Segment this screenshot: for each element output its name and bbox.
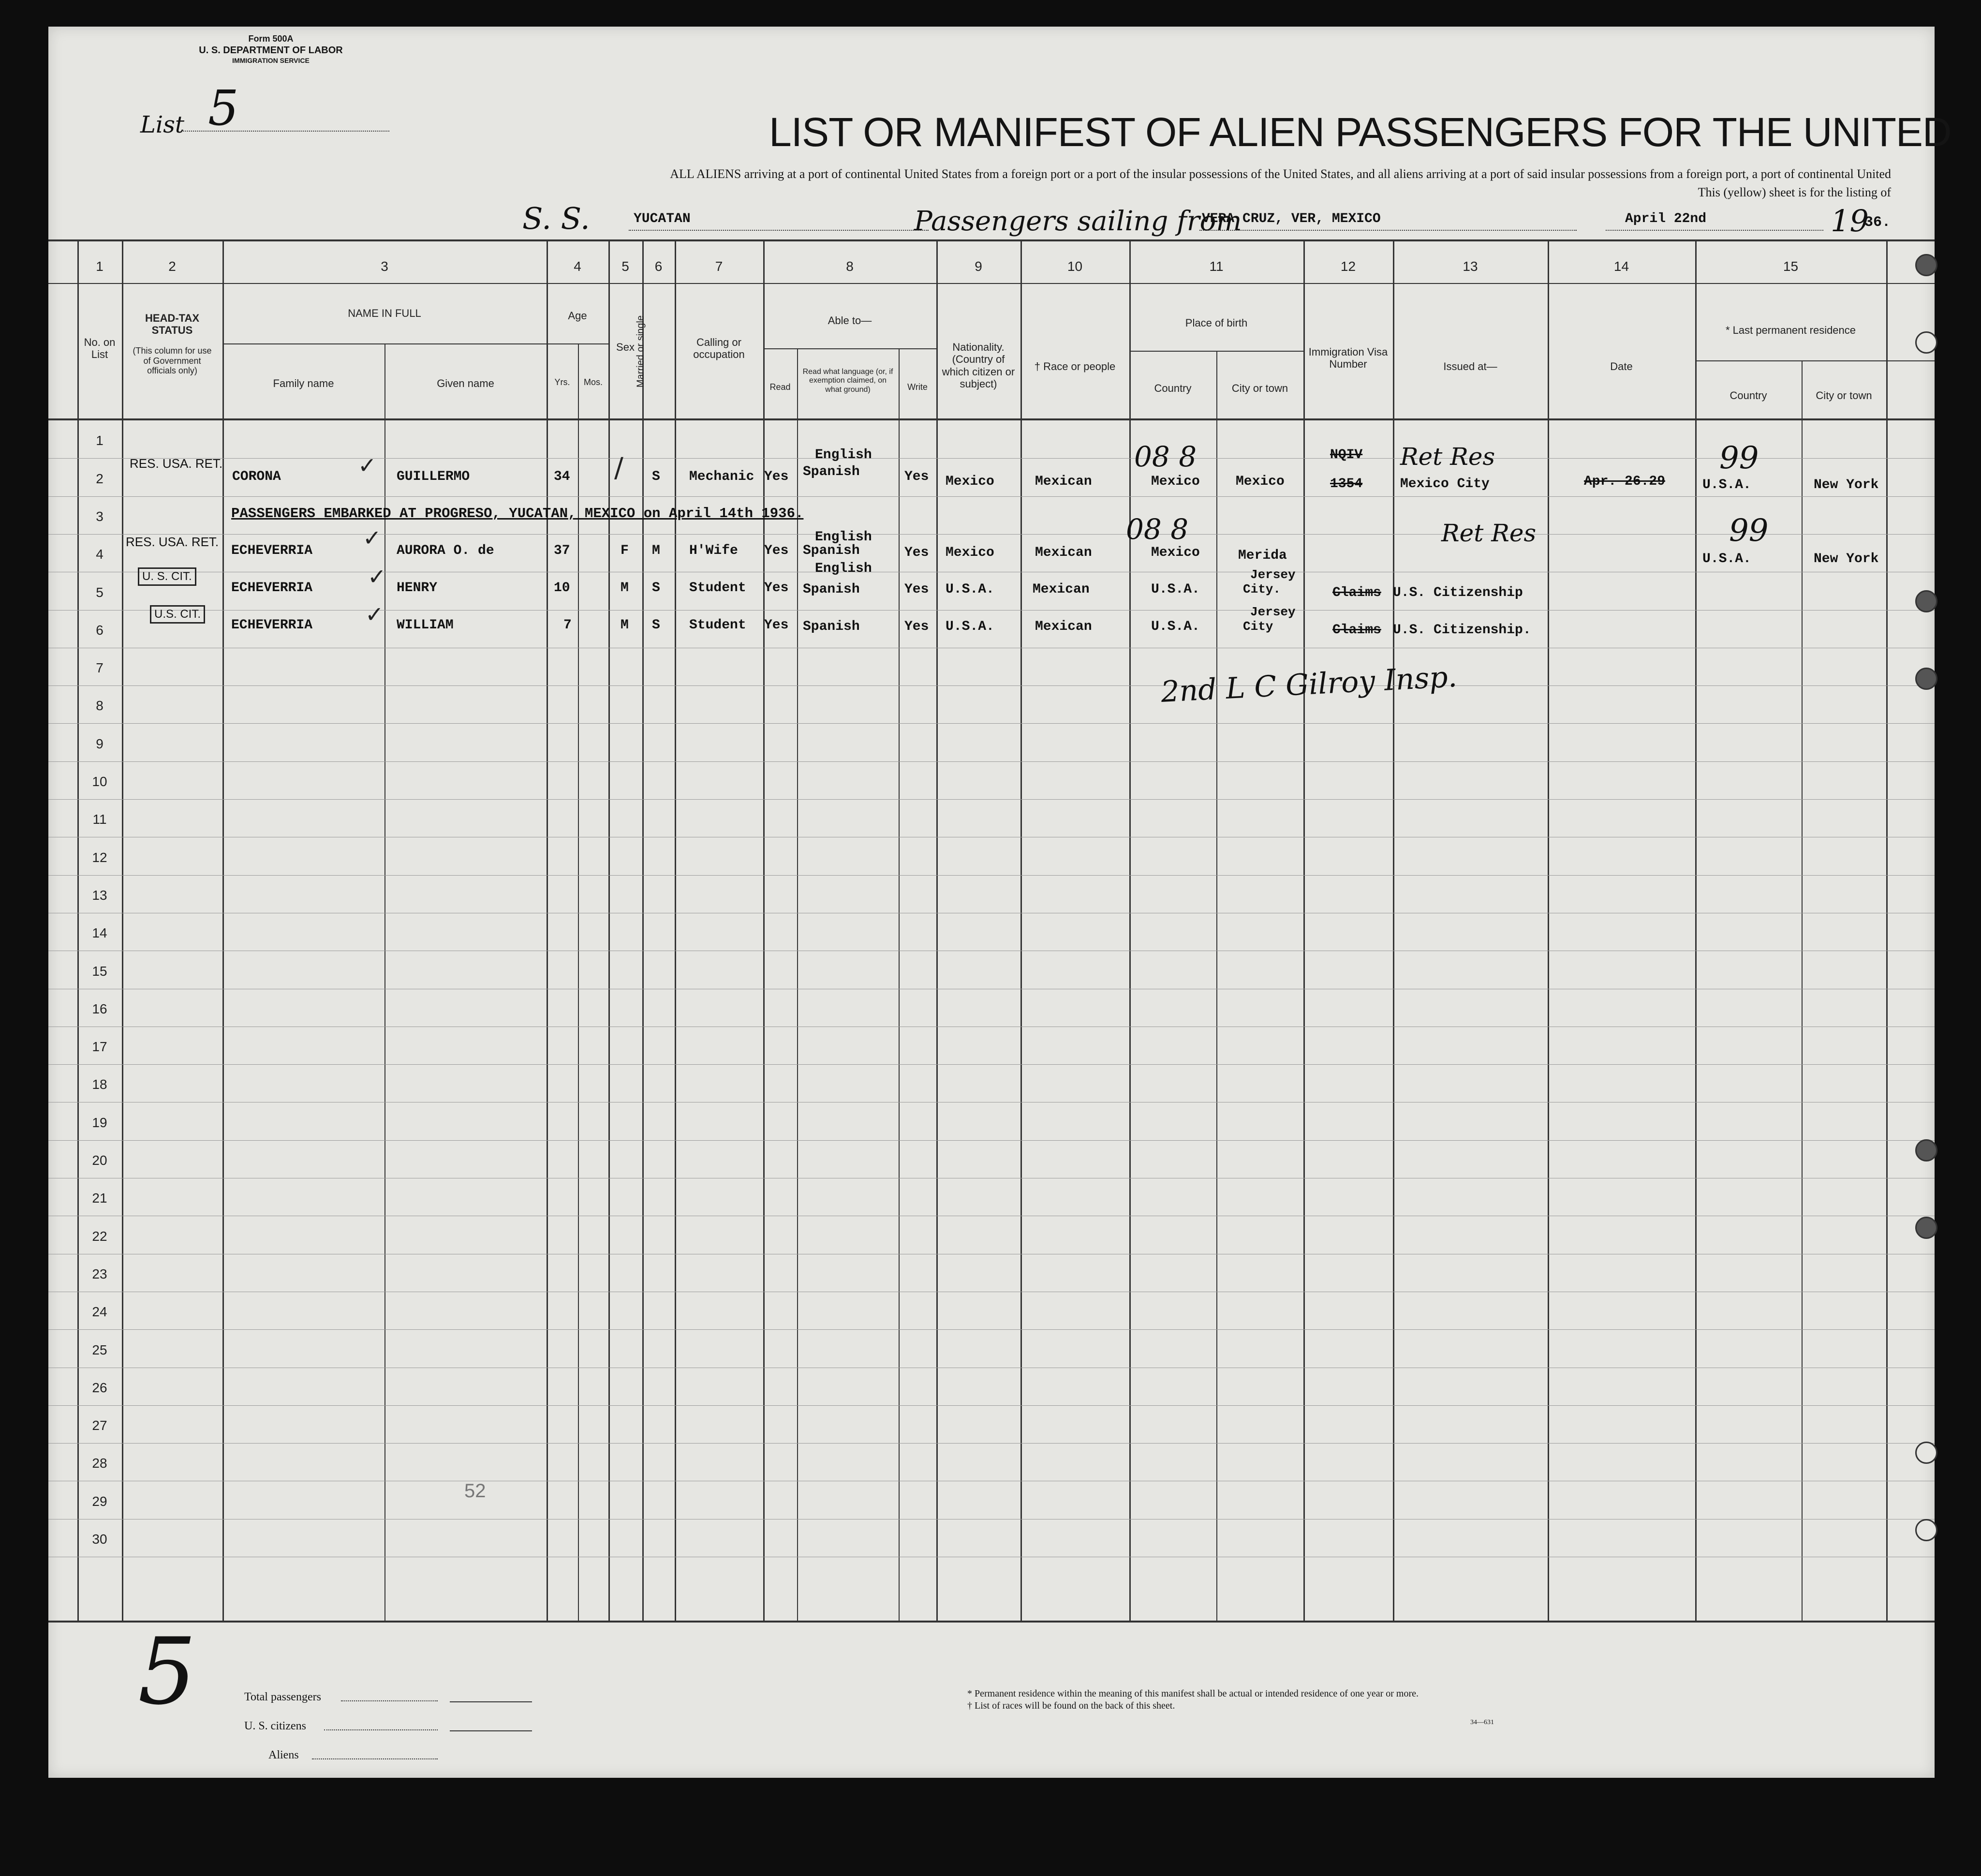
row4-write: Yes <box>904 582 929 597</box>
col-line <box>1802 360 1803 1621</box>
row-number: 25 <box>92 1342 107 1357</box>
row5-occupation: Student <box>689 618 746 633</box>
row-number: 6 <box>96 622 103 638</box>
total-blank <box>450 1701 532 1702</box>
list-label: List <box>140 111 185 138</box>
sailing-date-underline <box>1606 230 1823 231</box>
col-number-1: 1 <box>96 259 103 274</box>
row-number: 8 <box>96 698 103 714</box>
row-number: 29 <box>92 1493 107 1509</box>
header-calling: Calling or occupation <box>693 336 745 361</box>
row5-age-years: 7 <box>563 618 572 633</box>
row-number: 18 <box>92 1077 107 1092</box>
row5-citizenship-claim: U.S. Citizenship. <box>1393 623 1531 638</box>
row1-race: Mexican <box>1035 474 1092 489</box>
ship-underline <box>629 230 929 231</box>
row-number: 14 <box>92 925 107 941</box>
checkmark-icon: ✓ <box>363 525 382 551</box>
row4-birth-city-line-1: Jersey <box>1250 567 1296 582</box>
row3-residence-annotation: 99 <box>1729 513 1769 549</box>
row4-marital: S <box>652 581 660 596</box>
row1-marital: S <box>652 469 660 484</box>
row1-issued-at: Mexico City <box>1400 476 1490 491</box>
binder-hole <box>1915 1519 1937 1541</box>
row3-birth-annotation: 08 8 <box>1126 513 1189 546</box>
row-number: 11 <box>92 812 107 827</box>
col-line <box>1020 239 1022 1621</box>
row-rule <box>48 875 1935 876</box>
footnote-races: † List of races will be found on the back of this sheet. <box>967 1700 1175 1711</box>
row1-occupation: Mechanic <box>689 469 754 484</box>
binder-hole <box>1915 668 1937 690</box>
row1-read: Yes <box>764 469 789 484</box>
row-number: 21 <box>92 1191 107 1206</box>
row5-citizen-stamp: U.S. CIT. <box>150 605 205 624</box>
col-number-15: 15 <box>1783 259 1799 274</box>
row-number: 28 <box>92 1456 107 1471</box>
us-citizens-label: U. S. citizens <box>244 1720 306 1732</box>
row4-sex: M <box>621 581 629 596</box>
row3-write: Yes <box>904 545 929 560</box>
row4-citizen-stamp: U. S. CIT. <box>138 567 196 586</box>
row-number: 5 <box>96 584 103 600</box>
row3-age-years: 37 <box>554 543 570 558</box>
row1-nationality: Mexico <box>946 474 994 489</box>
row-number: 19 <box>92 1115 107 1130</box>
sailing-label: Passengers sailing from <box>914 206 1242 237</box>
row4-given-name: HENRY <box>397 581 438 596</box>
row3-nationality: Mexico <box>946 545 994 560</box>
row1-age-years: 34 <box>554 469 570 484</box>
row-rule <box>48 723 1935 724</box>
department-name: U. S. DEPARTMENT OF LABOR <box>199 45 343 56</box>
manifest-sheet <box>48 27 1951 1778</box>
print-code: 34—631 <box>1470 1719 1494 1726</box>
col-number-11: 11 <box>1209 259 1224 274</box>
age-subheader-line <box>547 343 608 344</box>
row-number: 20 <box>92 1153 107 1168</box>
row-rule <box>48 1405 1935 1406</box>
col-line <box>222 239 224 1621</box>
row-number: 30 <box>92 1532 107 1547</box>
col-number-2: 2 <box>168 259 176 274</box>
row-rule <box>48 534 1935 535</box>
row5-birth-city-line-1: Jersey <box>1250 605 1296 619</box>
header-issued-at: Issued at— <box>1443 360 1497 372</box>
row-number: 10 <box>92 774 107 789</box>
sex-slash-mark: / <box>614 452 623 484</box>
row3-language-1: English <box>815 530 872 545</box>
row-number: 27 <box>92 1418 107 1433</box>
header-read: Read <box>769 382 791 392</box>
row5-birth-country: U.S.A. <box>1151 619 1200 634</box>
row3-language-2: Spanish <box>803 543 860 558</box>
row-rule <box>48 1064 1935 1065</box>
binder-hole <box>1915 590 1937 612</box>
col-line <box>899 348 900 1621</box>
header-birth-country: Country <box>1154 382 1192 394</box>
inspector-signature: 2nd L C Gilroy Insp. <box>1160 660 1458 709</box>
header-birth-city: City or town <box>1231 382 1288 394</box>
sailing-from-port: VERA CRUZ, VER, MEXICO <box>1202 211 1381 226</box>
row-rule <box>48 799 1935 800</box>
header-married-or-single: Married or single <box>635 315 646 387</box>
row1-language-2: Spanish <box>803 464 860 479</box>
row3-read: Yes <box>764 543 789 558</box>
year-suffix: 36. <box>1864 214 1891 231</box>
binder-hole <box>1915 1139 1937 1161</box>
ship-name: YUCATAN <box>634 211 691 226</box>
col-number-7: 7 <box>715 259 723 274</box>
col-number-12: 12 <box>1340 259 1356 274</box>
col-line <box>578 343 579 1621</box>
header-age-mos: Mos. <box>583 377 603 387</box>
row5-birth-city-line-2: City <box>1243 619 1273 634</box>
header-visa-number: Immigration Visa Number <box>1308 346 1388 371</box>
list-number: 5 <box>208 80 239 136</box>
header-sex: Sex <box>616 341 635 353</box>
row-rule <box>48 685 1935 686</box>
header-bottom-border <box>48 418 1935 420</box>
col-number-9: 9 <box>975 259 982 274</box>
header-age: Age <box>568 310 587 322</box>
ship-label: S. S. <box>522 201 590 236</box>
header-read-language: Read what language (or, if exemption claimed, on what ground) <box>802 368 893 394</box>
col-number-3: 3 <box>381 259 388 274</box>
row-rule <box>48 496 1935 497</box>
table-bottom-border <box>48 1621 1935 1623</box>
row-number: 13 <box>92 887 107 903</box>
total-dots <box>341 1700 438 1701</box>
able-to-subheader-line <box>763 348 936 349</box>
aliens-dots <box>312 1758 438 1759</box>
aliens-label: Aliens <box>268 1749 299 1761</box>
col-line <box>1548 239 1549 1621</box>
row3-birth-country: Mexico <box>1151 545 1200 560</box>
checkmark-icon: ✓ <box>368 564 386 590</box>
header-head-tax: HEAD-TAX STATUS <box>145 312 200 337</box>
row-number: 15 <box>92 963 107 979</box>
binder-hole <box>1915 1442 1937 1464</box>
row-number: 24 <box>92 1304 107 1320</box>
row-rule <box>48 1140 1935 1141</box>
col-number-5: 5 <box>621 259 629 274</box>
list-underline <box>181 131 389 132</box>
header-date: Date <box>1610 360 1633 372</box>
row-rule <box>48 1443 1935 1444</box>
row-rule <box>48 1329 1935 1330</box>
row1-birth-annotation: 08 8 <box>1134 440 1197 473</box>
row-number: 9 <box>96 736 103 751</box>
col-line <box>1695 239 1697 1621</box>
row-number: 12 <box>92 849 107 865</box>
table-top-border <box>48 239 1935 241</box>
row3-residence-country: U.S.A. <box>1702 551 1751 566</box>
col-line <box>1216 351 1217 1621</box>
row4-language-2: Spanish <box>803 582 860 597</box>
row2-embarkation-note: PASSENGERS EMBARKED AT PROGRESO, YUCATAN, MEXICO on April 14th 1936. <box>231 506 804 521</box>
row4-birth-city-line-2: City. <box>1243 582 1281 596</box>
row1-visa-line-2: 1354 <box>1330 476 1363 491</box>
row1-residence-city: New York <box>1814 477 1879 492</box>
row5-race: Mexican <box>1035 619 1092 634</box>
checkmark-icon: ✓ <box>365 601 384 627</box>
row1-visa-line-1: NQIV <box>1330 447 1363 462</box>
row4-read: Yes <box>764 581 789 596</box>
column-number-divider <box>48 283 1935 284</box>
stray-number-mark: 52 <box>464 1480 486 1502</box>
row4-language-1: English <box>815 561 872 576</box>
year-prefix: 19 <box>1831 203 1869 238</box>
row-rule <box>48 761 1935 762</box>
total-passengers-label: Total passengers <box>244 1691 321 1703</box>
row1-birth-country: Mexico <box>1151 474 1200 489</box>
header-race: † Race or people <box>1034 360 1116 372</box>
col-line <box>122 239 123 1621</box>
header-no-on-list: No. on List <box>84 336 116 361</box>
col-line <box>1129 239 1131 1621</box>
col-number-8: 8 <box>846 259 854 274</box>
footnote-residence: * Permanent residence within the meaning of this manifest shall be actual or intended residence of one year or more. <box>967 1688 1419 1699</box>
binder-hole <box>1915 1217 1937 1239</box>
header-nationality: Nationality. (Country of which citizen or subject) <box>942 341 1015 390</box>
header-age-yrs: Yrs. <box>554 377 570 387</box>
col-line <box>675 239 676 1621</box>
col-line <box>547 239 548 1621</box>
instruction-line-1: ALL ALIENS arriving at a port of continental United States from a foreign port or a port of the insular possessions of the United States, and all aliens arriving at a port of said insular possessions from a foreign port, a port of continental United <box>670 167 1891 181</box>
row3-issued-annotation: Ret Res <box>1441 519 1537 547</box>
row-rule <box>48 458 1935 459</box>
row4-age-years: 10 <box>554 581 570 596</box>
citizens-dots <box>324 1729 438 1730</box>
col-line <box>608 239 610 1621</box>
col-number-14: 14 <box>1613 259 1629 274</box>
row-number: 3 <box>96 508 103 524</box>
row4-occupation: Student <box>689 581 746 596</box>
row-number: 4 <box>96 547 103 562</box>
row3-marital: M <box>652 543 660 558</box>
col-line <box>1303 239 1305 1621</box>
header-family-name: Family name <box>273 377 334 389</box>
header-head-tax-note: (This column for use of Government officials only) <box>133 346 212 376</box>
header-able-to: Able to— <box>828 314 872 327</box>
row1-issued-annotation: Ret Res <box>1400 443 1495 471</box>
row4-birth-country: U.S.A. <box>1151 582 1200 597</box>
row1-residence-country: U.S.A. <box>1702 477 1751 492</box>
citizens-blank <box>450 1730 532 1731</box>
row-number: 23 <box>92 1266 107 1281</box>
checkmark-icon: ✓ <box>358 452 377 478</box>
row3-occupation: H'Wife <box>689 543 738 558</box>
header-name-in-full: NAME IN FULL <box>348 307 421 319</box>
row-number: 2 <box>96 471 103 486</box>
col-number-6: 6 <box>654 259 663 274</box>
row5-nationality: U.S.A. <box>946 619 994 634</box>
row4-citizenship-claim: U.S. Citizenship <box>1393 585 1523 600</box>
row-number: 26 <box>92 1380 107 1395</box>
header-residence-city: City or town <box>1816 389 1872 402</box>
header-write: Write <box>907 382 928 392</box>
row5-write: Yes <box>904 619 929 634</box>
row1-write: Yes <box>904 469 929 484</box>
service-name: IMMIGRATION SERVICE <box>232 57 310 64</box>
row5-sex: M <box>621 618 629 633</box>
row3-residence-city: New York <box>1814 551 1879 566</box>
residence-subheader-line <box>1695 360 1935 361</box>
row3-sex: F <box>621 543 629 558</box>
row-number: 17 <box>92 1039 107 1055</box>
row1-birth-city: Mexico <box>1236 474 1285 489</box>
header-given-name: Given name <box>437 377 494 389</box>
header-place-of-birth: Place of birth <box>1185 317 1248 329</box>
binder-hole <box>1915 254 1937 276</box>
row5-read: Yes <box>764 618 789 633</box>
row4-nationality: U.S.A. <box>946 582 994 597</box>
row-number: 7 <box>96 660 103 676</box>
row1-language-1: English <box>815 447 872 462</box>
header-last-residence: * Last permanent residence <box>1725 324 1856 336</box>
row-number: 22 <box>92 1228 107 1244</box>
col-line <box>797 348 798 1621</box>
manifest-title: LIST OR MANIFEST OF ALIEN PASSENGERS FOR THE UNITED <box>769 109 1951 155</box>
row1-head-tax: RES. USA. RET. <box>130 456 223 471</box>
header-residence-country: Country <box>1730 389 1767 402</box>
form-number: Form 500A <box>248 34 294 44</box>
col-line <box>936 239 938 1621</box>
row3-birth-city: Merida <box>1238 548 1287 563</box>
sailing-from-underline <box>1199 230 1577 231</box>
row-number: 1 <box>96 433 103 448</box>
row5-family-name: ECHEVERRIA <box>231 618 313 633</box>
row1-residence-annotation: 99 <box>1719 440 1759 476</box>
sailing-date: April 22nd <box>1625 211 1707 226</box>
row4-race: Mexican <box>1033 582 1090 597</box>
binder-hole <box>1915 331 1937 354</box>
row3-race: Mexican <box>1035 545 1092 560</box>
row5-given-name: WILLIAM <box>397 618 454 633</box>
col-line <box>642 239 644 1621</box>
row-number: 16 <box>92 1001 107 1016</box>
handwritten-total: 5 <box>138 1618 196 1725</box>
col-number-10: 10 <box>1067 259 1083 274</box>
row1-family-name: CORONA <box>232 469 281 484</box>
instruction-line-2: This (yellow) sheet is for the listing of <box>1698 185 1891 199</box>
row4-claims-struck: Claims <box>1332 585 1381 600</box>
row3-family-name: ECHEVERRIA <box>231 543 313 558</box>
row5-claims-struck: Claims <box>1332 623 1381 638</box>
col-line <box>384 343 385 1621</box>
col-number-13: 13 <box>1463 259 1478 274</box>
col-line <box>763 239 765 1621</box>
row3-head-tax: RES. USA. RET. <box>126 535 219 549</box>
row5-marital: S <box>652 618 660 633</box>
row3-given-name: AURORA O. de <box>397 543 494 558</box>
col-number-4: 4 <box>574 259 581 274</box>
row5-language: Spanish <box>803 619 860 634</box>
row4-family-name: ECHEVERRIA <box>231 581 313 596</box>
col-line <box>1393 239 1394 1621</box>
row1-given-name: GUILLERMO <box>397 469 470 484</box>
col-line <box>1886 239 1888 1621</box>
row1-visa-date: Apr. 26.29 <box>1584 474 1666 489</box>
